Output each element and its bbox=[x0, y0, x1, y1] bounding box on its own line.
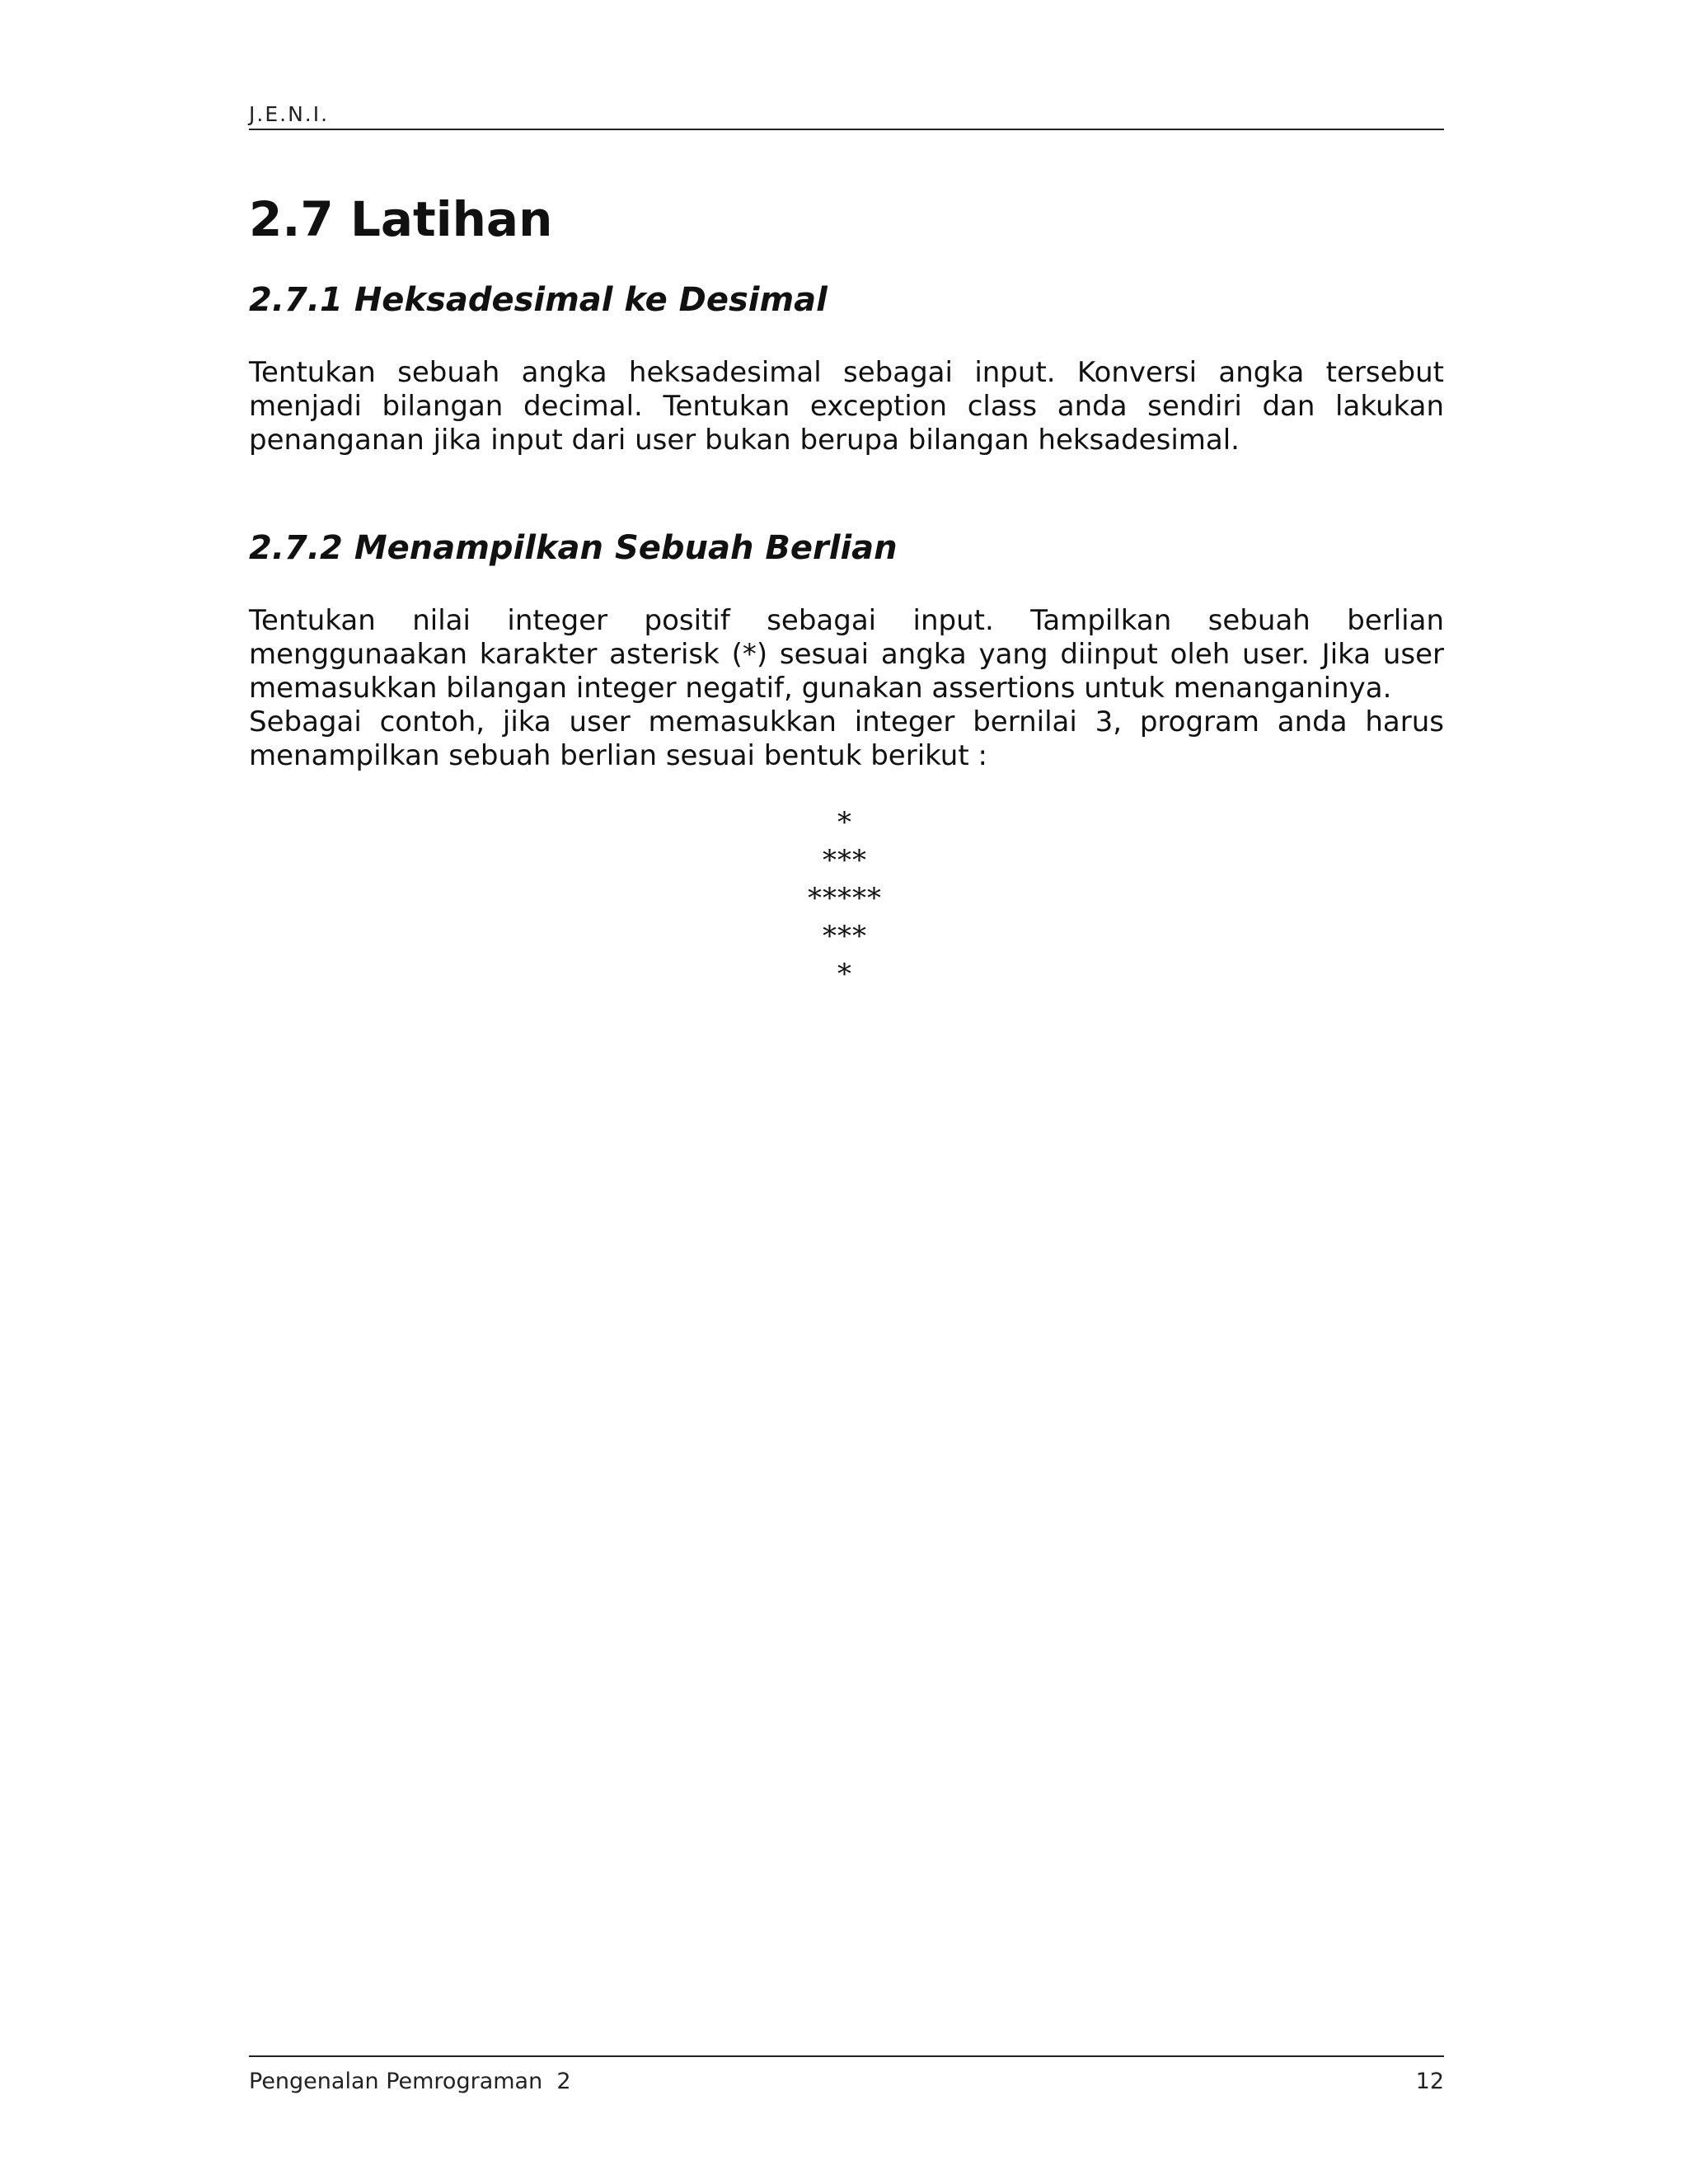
page-header bbox=[249, 99, 1444, 130]
section-title: 2.7 Latihan bbox=[249, 191, 553, 247]
page-content bbox=[249, 191, 1444, 773]
subsection-1-paragraph: Tentukan sebuah angka heksadesimal sebagai input. Konversi angka tersebut menjadi bilangan decimal. Tentukan exception class anda sendiri dan lakukan penanganan jika input dari user bukan berupa bilangan heksadesimal. bbox=[249, 355, 1444, 457]
page-number: 12 bbox=[1415, 2069, 1444, 2094]
subsection-title-1: 2.7.1 Heksadesimal ke Desimal bbox=[249, 280, 828, 319]
page-footer bbox=[249, 2055, 1444, 2098]
subsection-title-2: 2.7.2 Menampilkan Sebuah Berlian bbox=[249, 528, 898, 567]
diamond-line-4: *** bbox=[823, 920, 867, 953]
diamond-line-1: * bbox=[837, 806, 852, 839]
diamond-line-3: ***** bbox=[808, 882, 882, 915]
diamond-line-2: *** bbox=[823, 844, 867, 877]
subsection-2-paragraph-1: Tentukan nilai integer positif sebagai input. Tampilkan sebuah berlian menggunaakan karakter asterisk (*) sesuai angka yang diinput oleh user. Jika user memasukkan bilangan integer negatif, gunakan assertions untuk menanganinya. bbox=[249, 603, 1444, 705]
subsection-2-paragraph-2: Sebagai contoh, jika user memasukkan integer bernilai 3, program anda harus menampilkan sebuah berlian sesuai bentuk berikut : bbox=[249, 705, 1444, 772]
diamond-line-5: * bbox=[837, 958, 852, 991]
header-text: J.E.N.I. bbox=[249, 102, 330, 126]
asterisk-diamond bbox=[701, 804, 989, 993]
footer-title: Pengenalan Pemrograman 2 bbox=[249, 2069, 571, 2094]
